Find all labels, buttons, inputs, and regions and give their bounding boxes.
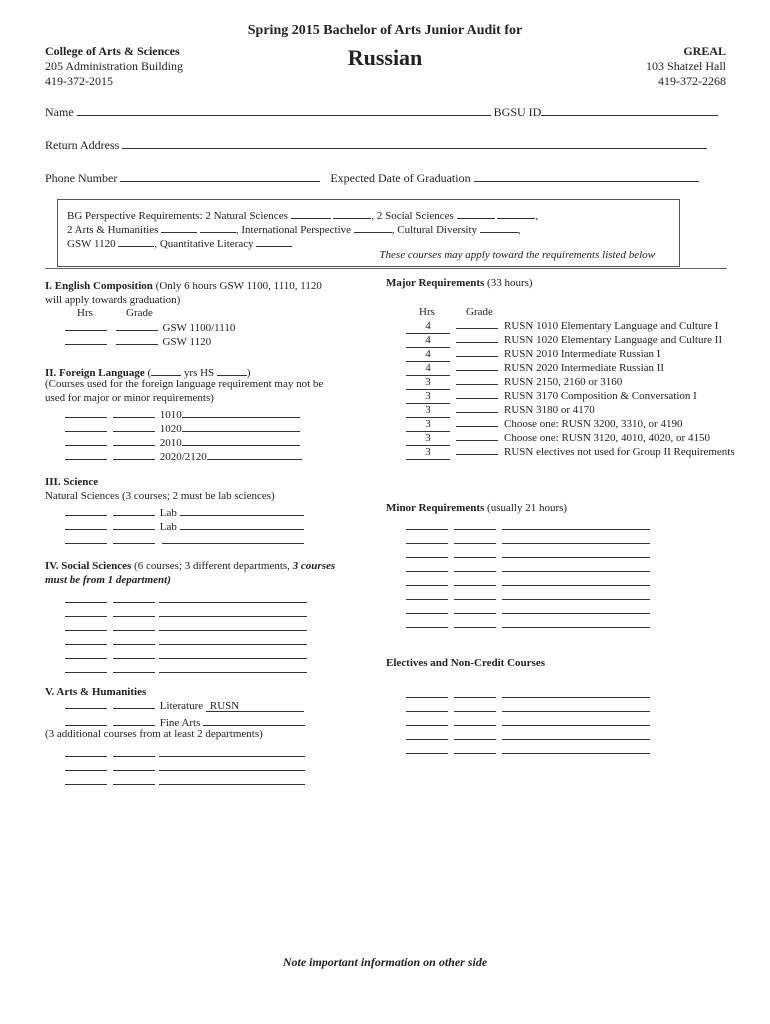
major-row[interactable]: 4 RUSN 1010 Elementary Language and Culture I <box>406 320 718 334</box>
major-row[interactable]: 3 RUSN 3170 Composition & Conversation I <box>406 390 697 404</box>
electives-row[interactable] <box>406 742 650 758</box>
english-hrs-header: Hrs <box>77 307 93 319</box>
language-row[interactable]: 2010 <box>65 434 300 450</box>
language-row[interactable]: 1010 <box>65 406 300 422</box>
english-heading-row: I. English Composition (Only 6 hours GSW 1100, 1110, 1120 <box>45 280 322 292</box>
hrs-line[interactable] <box>65 344 107 345</box>
english-row[interactable]: GSW 1100/1110 <box>65 322 235 335</box>
footer-note: Note important information on other side <box>282 955 488 969</box>
dept-name: GREAL <box>683 44 726 58</box>
subject-title: Russian <box>347 45 423 70</box>
english-grade-header: Grade <box>126 307 153 319</box>
phone-line[interactable] <box>120 170 320 182</box>
science-row[interactable]: Lab <box>65 504 304 520</box>
major-heading: Major Requirements <box>386 277 485 289</box>
arts-line-2[interactable] <box>200 221 236 233</box>
language-row[interactable]: 2020/2120 <box>65 448 302 464</box>
bg-line-2: 2 Arts & Humanities , International Perspective , Cultural Diversity , <box>67 221 521 237</box>
social-desc: must be from 1 department) <box>45 574 171 586</box>
hs-years-line[interactable] <box>151 364 181 376</box>
major-grade-header: Grade <box>466 306 493 318</box>
science-heading: III. Science <box>45 476 99 488</box>
graduation-line[interactable] <box>474 170 699 182</box>
bg-line-1: BG Perspective Requirements: 2 Natural Sciences , 2 Social Sciences , <box>67 207 538 223</box>
electives-heading: Electives and Non-Credit Courses <box>386 657 545 669</box>
college-phone: 419-372-2015 <box>45 74 113 88</box>
hrs-line[interactable] <box>65 330 107 331</box>
english-heading: I. English Composition <box>45 280 153 292</box>
language-heading-row: II. Foreign Language ( yrs HS ) <box>45 364 251 380</box>
nat-sci-line-2[interactable] <box>333 207 371 219</box>
bg-perspective-box <box>57 199 680 267</box>
audit-title: Spring 2015 Bachelor of Arts Junior Audit for <box>247 23 523 38</box>
literature-line[interactable]: RUSN <box>206 700 304 712</box>
major-heading-row: Major Requirements (33 hours) <box>386 277 533 289</box>
bgsu-id-label: BGSU ID <box>493 105 542 119</box>
bg-note: These courses may apply toward the requirements listed below <box>379 249 655 261</box>
bgsu-id-line[interactable] <box>541 104 718 116</box>
language-desc-1: (Courses used for the foreign language requirement may not be <box>45 378 324 390</box>
grade-line[interactable] <box>116 330 158 331</box>
language-row[interactable]: 1020 <box>65 420 300 436</box>
major-row[interactable]: 4 RUSN 1020 Elementary Language and Culture II <box>406 334 722 348</box>
name-label: Name <box>45 105 74 119</box>
return-address-line[interactable] <box>122 137 707 149</box>
soc-sci-line-1[interactable] <box>457 207 495 219</box>
arts-row[interactable] <box>65 773 305 789</box>
bg-line-3: GSW 1120 , Quantitative Literacy <box>67 235 292 251</box>
minor-row[interactable] <box>406 616 650 632</box>
science-row[interactable]: Lab <box>65 518 304 534</box>
minor-heading: Minor Requirements <box>386 502 485 514</box>
intl-line[interactable] <box>354 221 392 233</box>
english-desc: will apply towards graduation) <box>45 294 181 306</box>
college-name: College of Arts & Sciences <box>45 44 180 58</box>
college-address: 205 Administration Building <box>45 59 184 73</box>
science-row[interactable] <box>65 532 304 548</box>
dept-block <box>646 44 726 89</box>
literature-row[interactable]: Literature RUSN <box>65 700 304 713</box>
social-heading: IV. Social Sciences <box>45 560 132 572</box>
arts-desc: (3 additional courses from at least 2 departments) <box>45 728 263 740</box>
major-row[interactable]: 3 RUSN 3180 or 4170 <box>406 404 595 418</box>
language-desc-2: used for major or minor requirements) <box>45 392 214 404</box>
grade-line[interactable] <box>116 344 158 345</box>
name-line[interactable] <box>77 104 491 116</box>
gsw-line[interactable] <box>118 235 154 247</box>
dept-address: 103 Shatzel Hall <box>646 59 726 73</box>
quant-line[interactable] <box>256 235 292 247</box>
name-field[interactable] <box>45 104 718 120</box>
hs-line[interactable] <box>217 364 247 376</box>
phone-field[interactable] <box>45 170 699 186</box>
nat-sci-line-1[interactable] <box>291 207 331 219</box>
return-address-field[interactable] <box>45 137 707 153</box>
major-row[interactable]: 3 RUSN electives not used for Group II Requirements <box>406 446 735 460</box>
graduation-label: Expected Date of Graduation <box>330 171 471 185</box>
english-row[interactable]: GSW 1120 <box>65 336 211 349</box>
soc-sci-line-2[interactable] <box>497 207 535 219</box>
language-heading: II. Foreign Language <box>45 367 145 379</box>
social-row[interactable] <box>65 661 307 677</box>
major-row[interactable]: 3 Choose one: RUSN 3200, 3310, or 4190 <box>406 418 682 432</box>
dept-phone: 419-372-2268 <box>658 74 726 88</box>
major-row[interactable]: 3 Choose one: RUSN 3120, 4010, 4020, or 4150 <box>406 432 710 446</box>
diversity-line[interactable] <box>480 221 518 233</box>
arts-line-1[interactable] <box>161 221 197 233</box>
major-row[interactable]: 4 RUSN 2010 Intermediate Russian I <box>406 348 660 362</box>
fine-arts-row[interactable]: Fine Arts <box>65 714 305 730</box>
science-desc: Natural Sciences (3 courses; 2 must be lab sciences) <box>45 490 275 502</box>
major-hrs-header: Hrs <box>419 306 435 318</box>
divider <box>45 268 727 269</box>
arts-heading: V. Arts & Humanities <box>45 686 147 698</box>
major-row[interactable]: 3 RUSN 2150, 2160 or 3160 <box>406 376 622 390</box>
major-row[interactable]: 4 RUSN 2020 Intermediate Russian II <box>406 362 664 376</box>
return-address-label: Return Address <box>45 138 120 152</box>
social-heading-row: IV. Social Sciences (6 courses; 3 different departments, 3 courses <box>45 560 336 572</box>
college-block <box>45 44 183 89</box>
phone-label: Phone Number <box>45 171 118 185</box>
minor-heading-row: Minor Requirements (usually 21 hours) <box>386 502 568 514</box>
